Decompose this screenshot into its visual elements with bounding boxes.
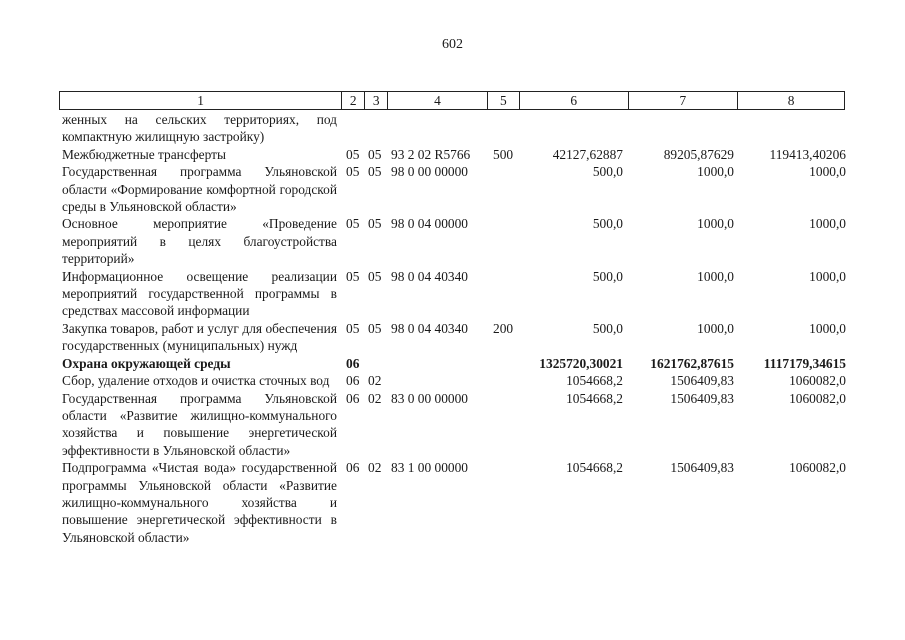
- row-cell-c8: 1060082,0: [789, 390, 846, 406]
- row-cell-c2: 06: [346, 355, 360, 371]
- row-cell-c7: 1621762,87615: [650, 355, 734, 371]
- row-cell-c8: 1117179,34615: [763, 355, 846, 371]
- row-name: Государственная программа Ульяновской области «Формирование комфортной городской среды в Ульяновской области»: [62, 164, 337, 215]
- table-row: [62, 390, 852, 460]
- row-cell-c6: 1054668,2: [566, 373, 623, 389]
- row-cell-c3: 05: [368, 146, 382, 162]
- row-cell-c5: 200: [493, 320, 514, 336]
- row-cell-c7: 1000,0: [697, 216, 734, 232]
- header-col-8: 8: [787, 93, 795, 108]
- header-col-2: 2: [342, 92, 365, 109]
- row-cell-c8: 1000,0: [809, 164, 846, 180]
- header-col-7: 7: [629, 92, 739, 109]
- row-name: Основное мероприятие «Проведение мероприятий в целях благоустройства территорий»: [62, 216, 337, 267]
- row-cell-c2: 05: [346, 164, 360, 180]
- row-name: Государственная программа Ульяновской области «Развитие жилищно-коммунального хозяйства и повышение энергетической эффективности в Ульяновской области»: [62, 390, 337, 458]
- row-cell-c7: 1506409,83: [670, 460, 734, 476]
- table-row: [62, 268, 852, 320]
- row-cell-c4: 98 0 04 00000: [391, 216, 468, 232]
- row-cell-c8: 1000,0: [809, 268, 846, 284]
- row-name: Подпрограмма «Чистая вода» государственной программы Ульяновской области «Развитие жилищно-коммунального хозяйства и повышение энергетической эффективности в Ульяновской области»: [62, 460, 337, 545]
- row-cell-c4: 98 0 04 40340: [391, 320, 468, 336]
- row-cell-c4: 83 0 00 00000: [391, 390, 468, 406]
- row-cell-c2: 05: [346, 216, 360, 232]
- row-name: Охрана окружающей среды: [62, 355, 231, 371]
- row-cell-c2: 06: [346, 373, 360, 389]
- row-cell-c4: 93 2 02 R5766: [391, 146, 471, 162]
- table-row: [62, 355, 852, 372]
- row-name: Сбор, удаление отходов и очистка сточных вод: [62, 373, 330, 389]
- row-cell-c7: 1000,0: [697, 268, 734, 284]
- row-cell-c3: 02: [368, 390, 382, 406]
- row-cell-c2: 05: [346, 146, 360, 162]
- row-cell-c8: 1000,0: [809, 320, 846, 336]
- row-name: Информационное освещение реализации мероприятий государственной программы в средствах массовой информации: [62, 268, 337, 319]
- row-cell-c7: 1000,0: [697, 164, 734, 180]
- table-row: [62, 163, 852, 215]
- row-cell-c3: 02: [368, 373, 382, 389]
- row-cell-c4: 98 0 04 40340: [391, 268, 468, 284]
- row-cell-c3: 05: [368, 216, 382, 232]
- row-cell-c4: 83 1 00 00000: [391, 460, 468, 476]
- row-cell-c8: 1060082,0: [789, 373, 846, 389]
- header-col-1: 1: [60, 92, 342, 109]
- row-name: Межбюджетные трансферты: [62, 146, 226, 162]
- row-cell-c3: 05: [368, 268, 382, 284]
- row-cell-c7: 1000,0: [697, 320, 734, 336]
- row-cell-c8: 119413,40206: [769, 146, 846, 162]
- row-cell-c3: 05: [368, 320, 382, 336]
- row-name: Закупка товаров, работ и услуг для обеспечения государственных (муниципальных) нужд: [62, 320, 337, 354]
- table-header: [59, 91, 845, 110]
- row-name: женных на сельских территориях, под компактную жилищную застройку): [62, 112, 337, 145]
- row-cell-c6: 500,0: [592, 320, 623, 336]
- header-col-5: 5: [488, 92, 520, 109]
- page-number: 602: [442, 37, 463, 52]
- row-cell-c4: 98 0 00 00000: [391, 164, 468, 180]
- row-cell-c6: 500,0: [592, 268, 623, 284]
- row-cell-c2: 05: [346, 268, 360, 284]
- header-col-3: 3: [365, 92, 388, 109]
- row-cell-c7: 1506409,83: [670, 390, 734, 406]
- header-col-6: 6: [520, 92, 629, 109]
- header-col-4: 4: [388, 92, 488, 109]
- table-body: [62, 111, 852, 546]
- row-cell-c5: 500: [493, 146, 514, 162]
- row-cell-c7: 1506409,83: [670, 373, 734, 389]
- row-cell-c6: 500,0: [592, 216, 623, 232]
- row-cell-c2: 06: [346, 460, 360, 476]
- row-cell-c8: 1060082,0: [789, 460, 846, 476]
- row-cell-c6: 500,0: [592, 164, 623, 180]
- table-row: [62, 372, 852, 389]
- row-cell-c7: 89205,87629: [663, 146, 734, 162]
- table-row: [62, 320, 852, 355]
- row-cell-c6: 1054668,2: [566, 390, 623, 406]
- table-row: [62, 215, 852, 267]
- row-cell-c6: 42127,62887: [552, 146, 623, 162]
- table-row: [62, 459, 852, 546]
- row-cell-c3: 02: [368, 460, 382, 476]
- row-cell-c2: 05: [346, 320, 360, 336]
- table-row: [62, 111, 852, 146]
- row-cell-c8: 1000,0: [809, 216, 846, 232]
- row-cell-c3: 05: [368, 164, 382, 180]
- row-cell-c2: 06: [346, 390, 360, 406]
- row-cell-c6: 1054668,2: [566, 460, 623, 476]
- row-cell-c6: 1325720,30021: [539, 355, 623, 371]
- table-row: [62, 146, 852, 163]
